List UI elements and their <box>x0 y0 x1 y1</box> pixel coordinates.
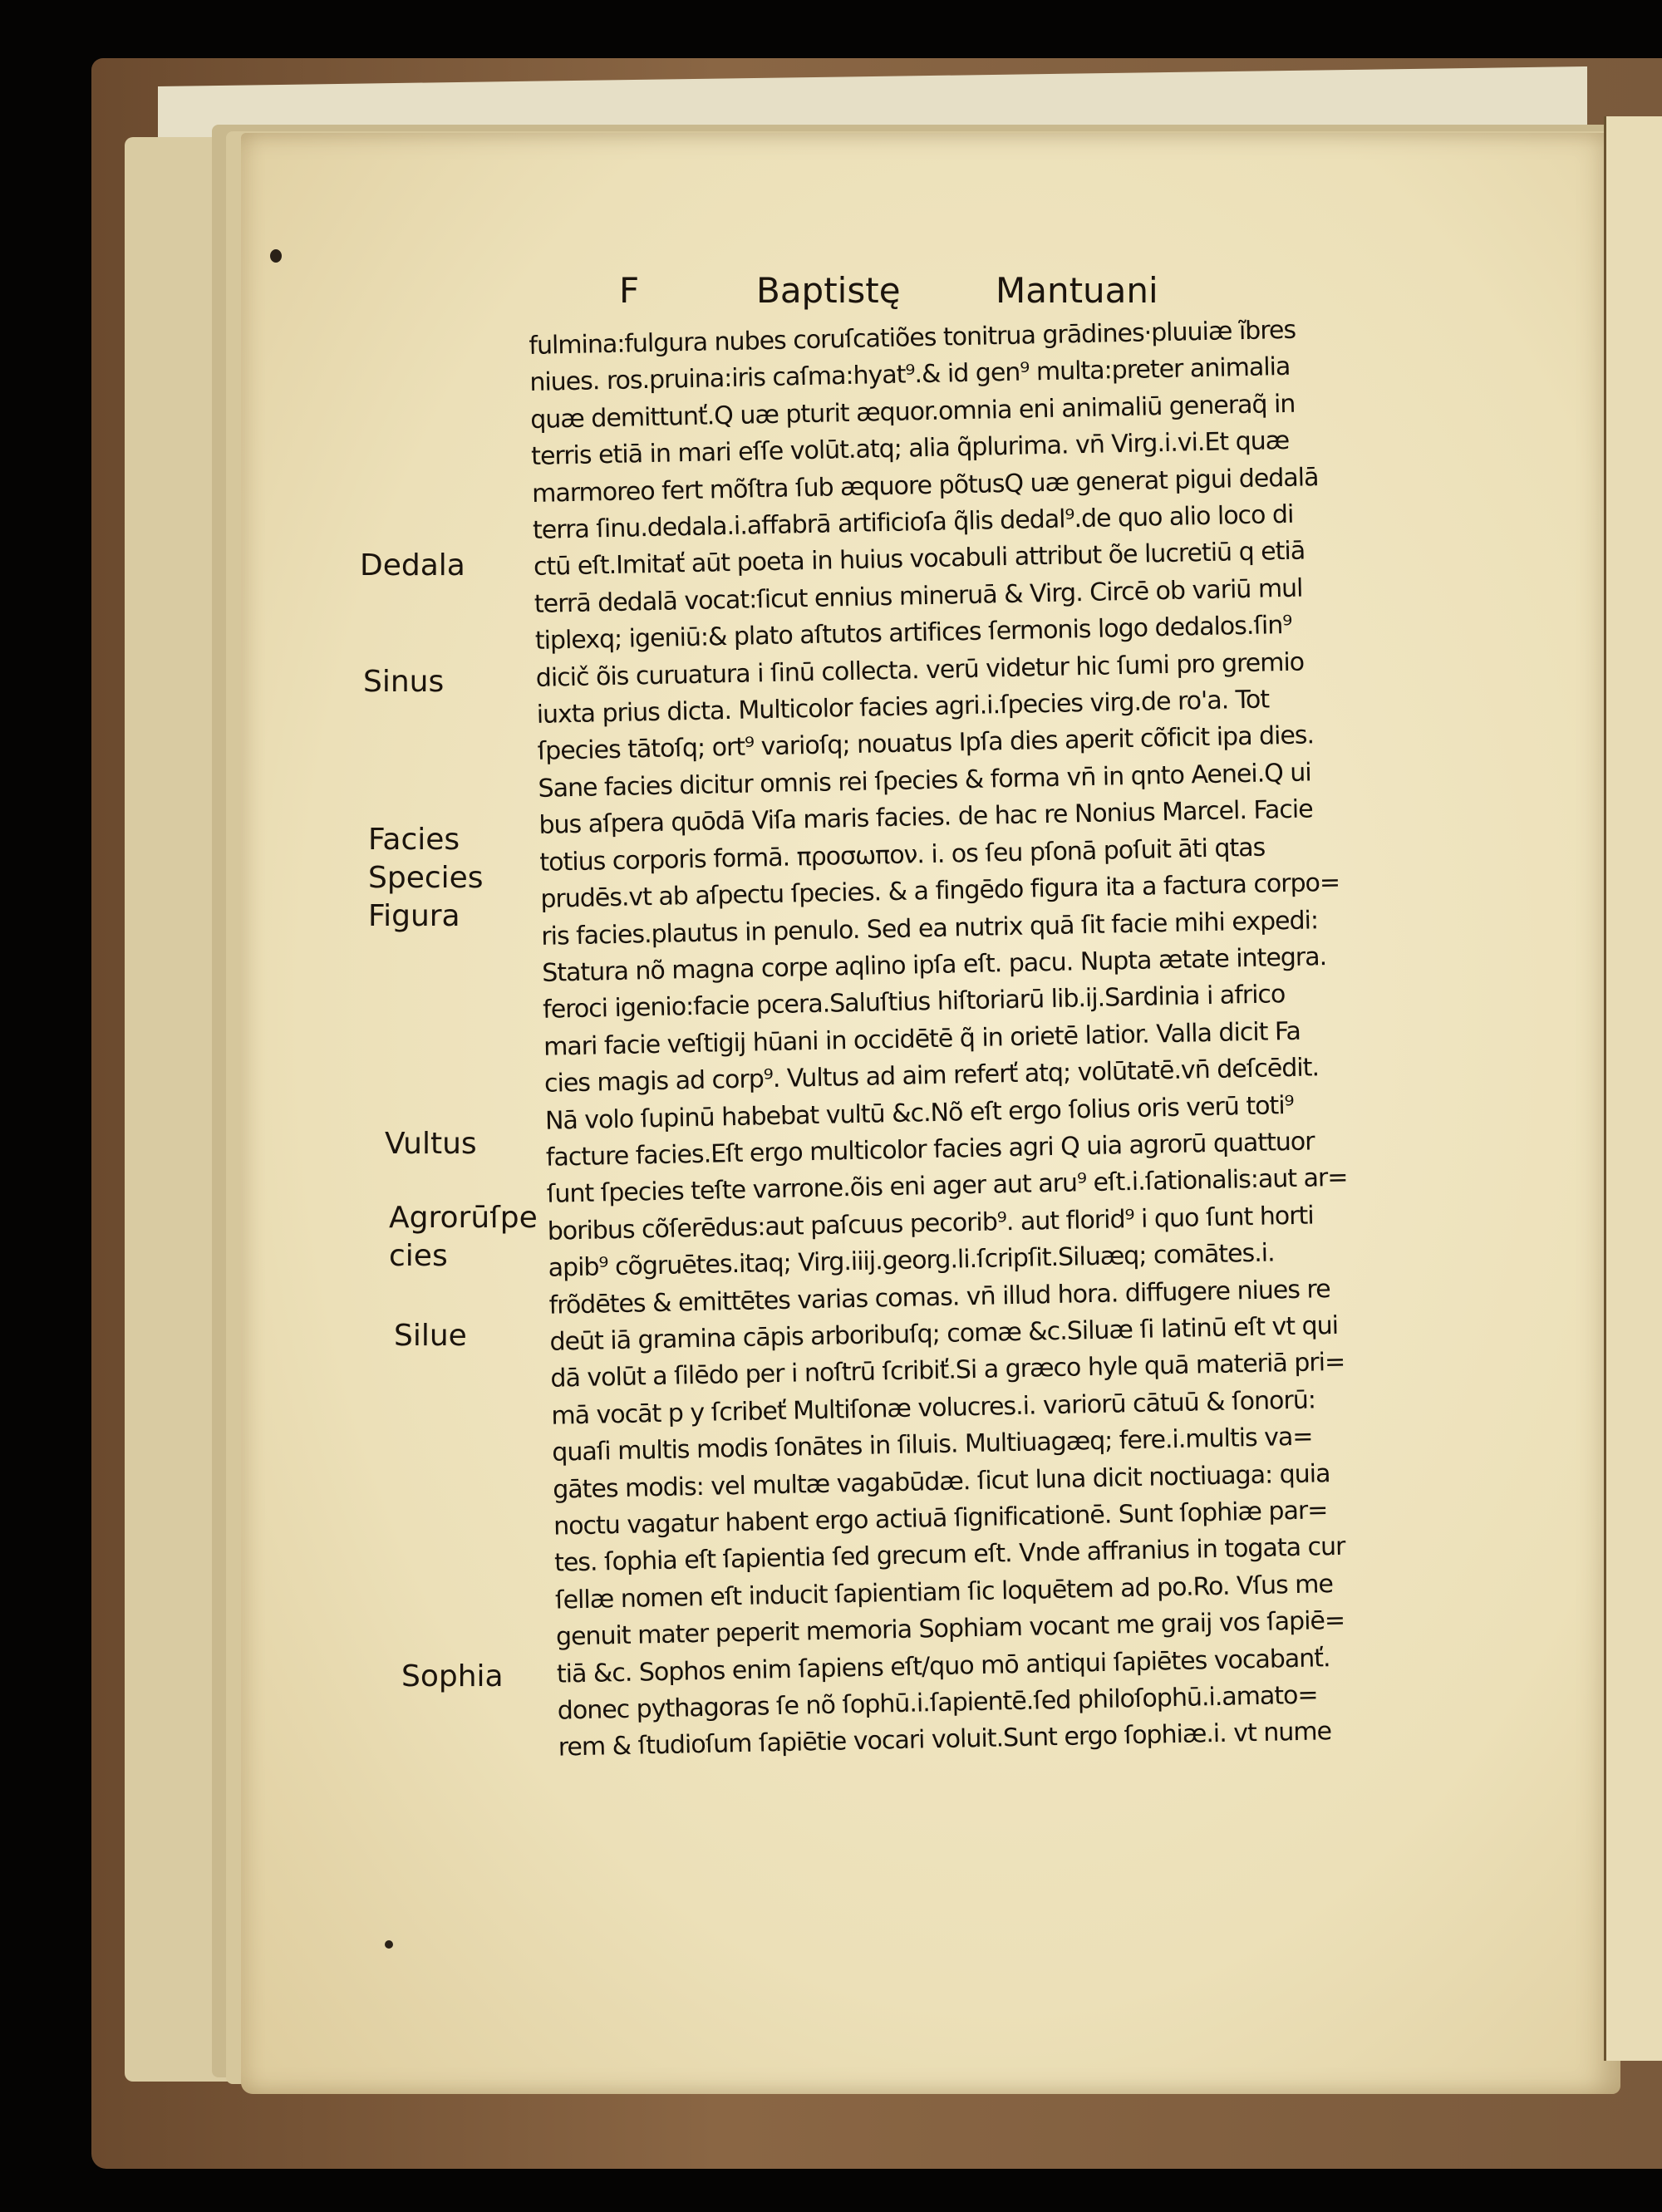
margin-note-agrorum-species: Agrorūſpe cies <box>389 1201 538 1273</box>
text-line: ris facies.plautus in penulo. Sed ea nutrix quā ſit facie mihi expedi: <box>540 905 1319 951</box>
text-line: prudēs.vt ab aſpectu ſpecies. & a fingēdo figura ita a factura corpo= <box>540 868 1340 914</box>
text-line: Nā volo ſupinū habebat vultū &c.Nõ eſt ergo ſolius oris verū toti⁹ <box>544 1090 1294 1136</box>
text-line: tiā &c. Sophos enim ſapiens eſt/quo mō antiqui ſapiētes vocabanť. <box>556 1643 1330 1689</box>
commentary-body <box>529 307 1547 1767</box>
text-line: donec pythagoras ſe nõ ſophū.i.ſapientē.ſed philoſophū.i.amato= <box>557 1680 1318 1726</box>
text-line: Sane facies dicitur omnis rei ſpecies & forma vn̄ in qnto Aenei.Q ui <box>538 758 1312 804</box>
text-line: feroci igenio:facie pcera.Saluſtius hiſtoriarū lib.ij.Sardinia i africo <box>542 980 1286 1025</box>
text-line: apib⁹ cõgruētes.itaq; Virg.iiij.georg.li.ſcripſit.Siluæq; comātes.i. <box>548 1238 1275 1283</box>
text-line: terra ſinu.dedala.i.affabrā artificioſa q̃lis dedal⁹.de quo alio loco di <box>532 499 1294 545</box>
signature-mark: F <box>619 270 640 311</box>
text-line: fulmina:fulgura nubes coruſcatiões tonitrua grādines·pluuiæ ĩbres <box>529 315 1296 361</box>
running-head-title: Mantuani <box>996 270 1158 311</box>
text-line: rem & ſtudioſum ſapiētie vocari voluit.Sunt ergo ſophiæ.i. vt nume <box>558 1717 1332 1763</box>
text-line: dā volūt a ſilēdo per i noſtrū ſcribiť.Si a græco hyle quā materiā pri= <box>550 1348 1345 1394</box>
text-line: ſunt ſpecies teſte varrone.õis eni ager aut aru⁹ eſt.i.ſationalis:aut ar= <box>546 1163 1348 1210</box>
text-line: marmoreo fert mõſtra ſub æquore põtusQ uæ generat pigui dedalā <box>531 462 1319 509</box>
margin-note-dedala: Dedala <box>360 548 465 582</box>
text-line: iuxta prius dicta. Multicolor facies agri.i.ſpecies virg.de ro'a. Tot <box>536 685 1270 730</box>
text-line: frõdētes & emittētes varias comas. vn̄ illud hora. diffugere niues re <box>548 1274 1330 1320</box>
text-line: terrā dedalā vocat:ſicut ennius mineruā & Virg. Circē ob variū mul <box>534 573 1303 619</box>
text-line: tiplexq; igeniū:& plato aſtutos artifices ſermonis logo dedalos.ſin⁹ <box>534 611 1292 656</box>
text-line: totius corporis formā. προσωπον. i. os ſeu pſonā poſuit āti qtas <box>539 833 1266 877</box>
text-line: ſellæ nomen eſt inducit ſapientiam ſic loquētem ad po.Ro. Vſus me <box>554 1569 1334 1615</box>
running-head-author: Baptistę <box>756 270 901 311</box>
text-line: quaſi multis modis ſonātes in ſiluis. Multiuagæq; fere.i.multis va= <box>551 1422 1313 1467</box>
ink-spot <box>385 1940 393 1949</box>
text-line: bus aſpera quōdā Viſa maris facies. de hac re Nonius Marcel. Facie <box>538 794 1313 841</box>
text-line: cies magis ad corp⁹. Vultus ad aim referť atq; volūtatē.vn̄ deſcēdit. <box>543 1053 1320 1099</box>
margin-note-sinus: Sinus <box>363 665 445 699</box>
text-line: facture facies.Eſt ergo multicolor facies agri Q uia agrorū quattuor <box>545 1127 1315 1172</box>
text-line: noctu vagatur habent ergo actiuā ſignificationē. Sunt ſophiæ par= <box>553 1496 1328 1541</box>
text-line: tes. ſophia eſt ſapientia ſed grecum eſt. Vnde affranius in togata cur <box>553 1532 1345 1579</box>
margin-note-vultus: Vultus <box>385 1127 477 1161</box>
facing-page-edge <box>1604 116 1662 2061</box>
text-line: terris etiā in mari eſſe volūt.atq; alia q̃plurima. vn̄ Virg.i.vi.Et quæ <box>530 426 1290 472</box>
text-line: niues. ros.pruina:iris caſma:hyat⁹.& id gen⁹ multa:preter animalia <box>529 352 1291 398</box>
margin-note-facies: Facies Species Figura <box>368 823 484 933</box>
text-line: deūt iā gramina cāpis arboribuſq; comæ &c.Siluæ ſi latinū eſt vt qui <box>549 1310 1339 1357</box>
text-line: ctū eſt.Imitať aūt poeta in huius vocabuli attribut õe lucretiū q etiā <box>533 536 1306 582</box>
text-line: quæ demittunť.Q uæ pturit æquor.omnia eni animaliū generaq̃ in <box>529 389 1296 435</box>
margin-note-silue: Silue <box>394 1319 467 1353</box>
text-line: gātes modis: vel multæ vagabūdæ. ſicut luna dicit noctiuaga: quia <box>552 1458 1330 1505</box>
text-line: genuit mater peperit memoria Sophiam vocant me graij vos ſapiē= <box>555 1605 1345 1652</box>
text-line: dicič õis curuatura i ſinū collecta. verū videtur hic ſumi pro gremio <box>535 647 1305 693</box>
text-line: boribus cõſerēdus:aut paſcuus pecorib⁹. aut florid⁹ i quo ſunt horti <box>547 1201 1314 1246</box>
text-line: mari facie veſtigij hūani in occidētē q̃ in orietē latior. Valla dicit Fa <box>543 1016 1301 1062</box>
text-line: ſpecies tātoſq; ort⁹ varioſq; nouatus Ipſa dies aperit cõficit ipa dies. <box>537 720 1315 767</box>
text-line: Statura nõ magna corpe aqlino ipſa eſt. pacu. Nupta ætate integra. <box>541 941 1327 988</box>
margin-note-sophia: Sophia <box>401 1659 504 1693</box>
text-line: mā vocāt p y ſcribeť Multiſonæ volucres.i. variorū cātuū & ſonorū: <box>551 1385 1316 1431</box>
ink-spot <box>270 249 282 263</box>
